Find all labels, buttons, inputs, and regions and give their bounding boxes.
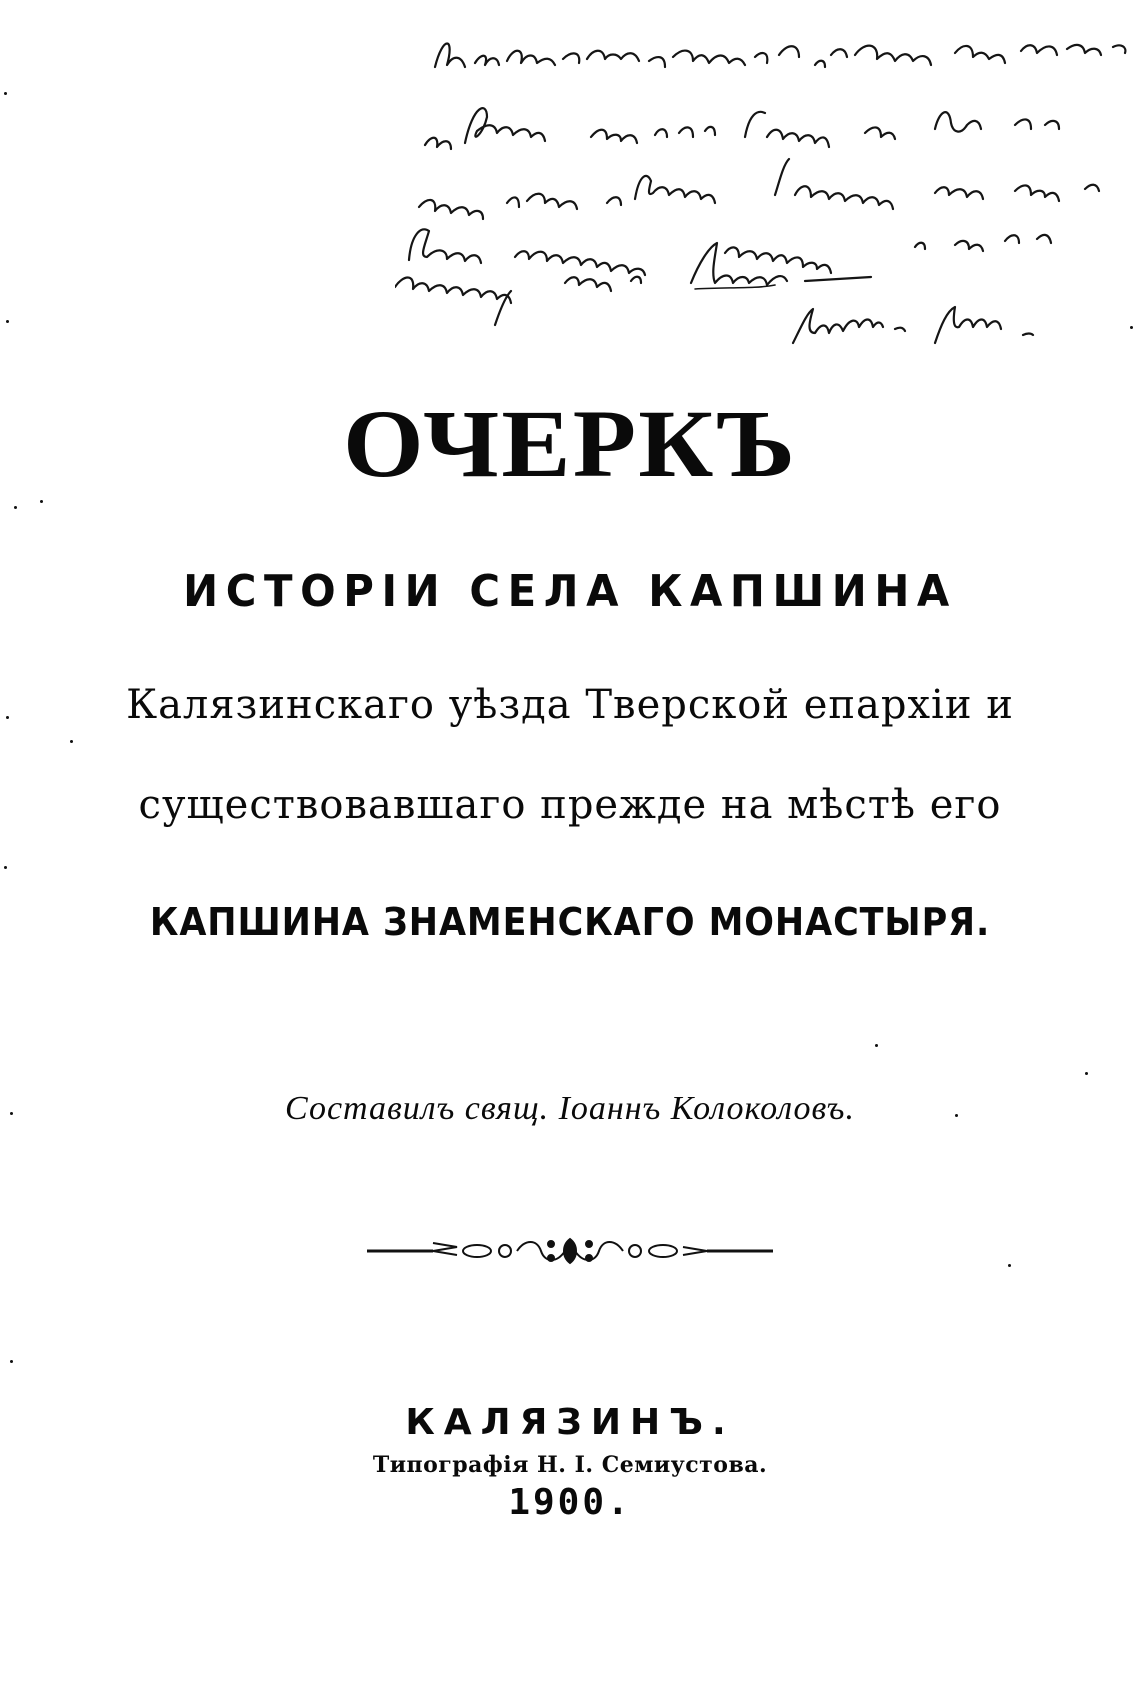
handwritten-inscription: [395, 25, 1140, 360]
imprint-press: Типографія Н. І. Семиустова.: [372, 1452, 768, 1478]
scan-speck: [1130, 326, 1133, 329]
author-line: Составилъ свящ. Іоаннъ Колоколовъ.: [285, 1090, 855, 1127]
scan-speck: [1085, 1072, 1088, 1075]
imprint-year: 1900.: [508, 1482, 632, 1523]
description-line-1: Калязинскаго уѣзда Тверской епархіи и: [126, 682, 1014, 728]
scan-speck: [1008, 1264, 1011, 1267]
scan-speck: [4, 866, 7, 869]
monastery-line: КАПШИНА ЗНАМЕНСКАГО МОНАСТЫРЯ.: [149, 900, 991, 944]
scan-speck: [40, 500, 43, 503]
ornament-divider-icon: [365, 1236, 775, 1266]
scan-speck: [6, 716, 9, 719]
scan-speck: [10, 1360, 13, 1363]
scan-speck: [875, 1044, 878, 1047]
book-subtitle: ИСТОРІИ СЕЛА КАПШИНА: [183, 566, 957, 617]
book-title: ОЧЕРКЪ: [342, 390, 798, 497]
scan-speck: [955, 1114, 958, 1117]
imprint-city: КАЛЯЗИНЪ.: [405, 1402, 735, 1443]
scan-speck: [14, 506, 17, 509]
scan-speck: [4, 92, 7, 95]
description-line-2: существовавшаго прежде на мѣстѣ его: [138, 782, 1002, 828]
scan-speck: [6, 320, 9, 323]
scan-speck: [10, 1112, 13, 1115]
scan-speck: [70, 740, 73, 743]
